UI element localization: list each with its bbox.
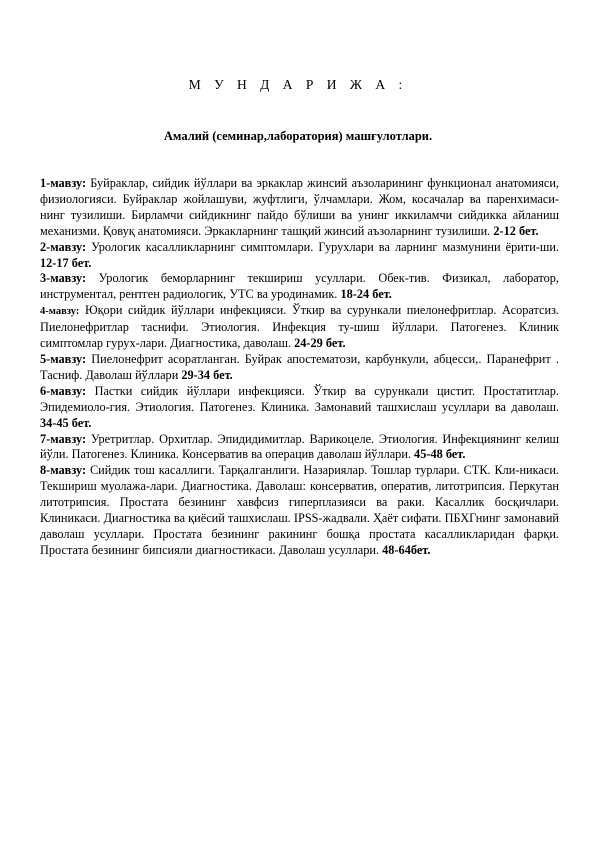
topic-label: 7-мавзу: xyxy=(40,431,87,446)
topic-pages: 48-64бет. xyxy=(379,542,431,557)
topic-text: Уретритлар. Орхитлар. Эпидидимитлар. Варикоцеле. Этиология. Инфекциянинг келиш йўли. Патогенез. Клиника. Консерватив ва операцив даволаш йўллари. xyxy=(40,431,559,462)
table-of-contents xyxy=(40,176,559,559)
topic-label: 4-мавзу: xyxy=(40,306,80,318)
topic-pages: 34-45 бет. xyxy=(40,415,92,430)
topic-pages: 18-24 бет. xyxy=(337,287,392,302)
topic-label: 6-мавзу: xyxy=(40,383,87,398)
topic-pages: 2-12 бет. xyxy=(490,223,539,238)
topic-pages: 45-48 бет. xyxy=(410,447,466,462)
topic-8 xyxy=(40,463,559,558)
topic-label: 5-мавзу: xyxy=(40,351,87,366)
topic-text: Пастки сийдик йўллари инфекцияси. Ўткир ва сурункали цистит. Простатитлар. Эпидемиоло-гия. Этиология. Патогенез. Клиника. Замонавий ташхислаш усуллари ва даволаш. xyxy=(40,383,559,414)
topic-6 xyxy=(40,384,559,432)
topic-1 xyxy=(40,176,559,240)
topic-7 xyxy=(40,432,559,464)
topic-label: 1-мавзу: xyxy=(40,176,87,190)
topic-text: Буйраклар, сийдик йўллари ва эркаклар жинсий аъзоларининг функционал анатомияси, физиологияси. Буйраклар жойлашуви, жуфтлиги, ўлчамлари. Жом, косачалар ва паренхимаси-нинг тузилиши. Бирламчи сийдикнинг пайдо бўлиши ва унинг иккиламчи сийдикка айланиш механизми. Қовуқ анатомияси. Эркакларнинг ташқий жинсий аъзоларнинг тузилиши. xyxy=(40,176,559,238)
page-title: М У Н Д А Р И Ж А : xyxy=(188,77,408,92)
topic-label: 8-мавзу: xyxy=(40,463,87,478)
topic-pages: 12-17 бет. xyxy=(40,255,92,270)
topic-pages: 24-29 бет. xyxy=(291,336,346,351)
topic-text: Сийдик тош касаллиги. Тарқалганлиги. Назариялар. Тошлар турлари. СТК. Кли-никаси. Текшириш муолажа-лари. Диагностика. Даволаш: консерватив, оператив, литотрипсия. Перкутан литотрипсия. Простата безининг хавфсиз гиперплазияси ва раки. Касаллик босқичлари. Клиникаси. Диагностика ва қиёсий ташхислаш. IPSS-жадвали. Ҳаёт сифати. ПБХГнинг замонавий даволаш усуллари. Простата безининг ракининг бошқа простата касалликларидан фарқи. Простата безининг бипсияли диагностикаси. Даволаш усуллари. xyxy=(40,463,559,557)
topic-text: Юқори сийдик йўллари инфекцияси. Ўткир ва сурункали пиелонефритлар. Асоратсиз. Пиелонефритлар таснифи. Этиология. Инфекция ту-шиш йўллари. Патогенез. Клиник симптомлар гурух-лари. Диагностика, даволаш. xyxy=(40,303,559,351)
topic-label: 2-мавзу: xyxy=(40,239,87,254)
topic-4 xyxy=(40,303,559,352)
topic-text: Пиелонефрит асоратланган. Буйрак апостематози, карбункули, абцесси,. Паранефрит . Тасниф. Даволаш йўллари xyxy=(40,351,559,382)
page-subtitle: Амалий (семинар,лаборатория) машғулотлари. xyxy=(163,129,433,143)
topic-3 xyxy=(40,271,559,303)
topic-2 xyxy=(40,240,559,272)
topic-label: 3-мавзу: xyxy=(40,271,87,286)
topic-pages: 29-34 бет. xyxy=(178,367,233,382)
topic-text: Урологик беморларнинг текшириш усуллари. Обек-тив. Физикал, лаборатор, инструментал, рентген радиологик, УТС ва уродинамик. xyxy=(40,271,559,302)
topic-text: Урологик касалликларнинг симптомлари. Гурухлари ва ларнинг мазмунини ёрити-ши. xyxy=(86,239,559,254)
topic-5 xyxy=(40,352,559,384)
